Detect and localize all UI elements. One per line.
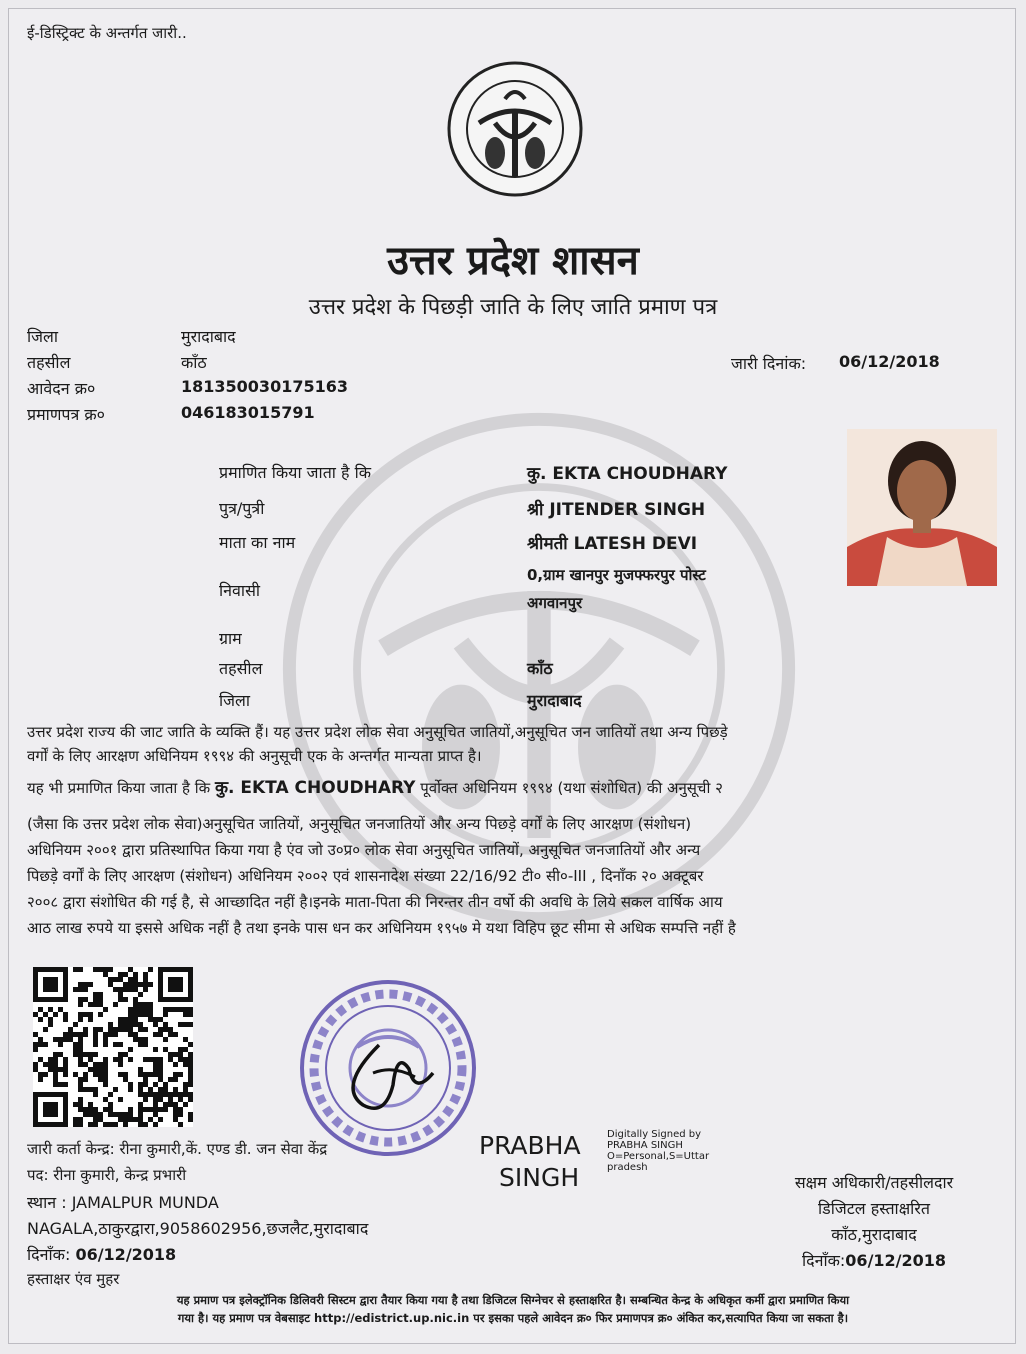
- certificate-number: 046183015791: [181, 403, 315, 422]
- son-daughter-label: पुत्र/पुत्री: [219, 499, 265, 518]
- tehsil-value: कॉंठ: [181, 353, 207, 372]
- page-subtitle: उत्तर प्रदेश के पिछड़ी जाति के लिए जाति प्रमाण पत्र: [308, 295, 718, 320]
- authority-date-label: दिनॉंक:: [801, 1251, 846, 1270]
- authority-line2: डिजिटल हस्ताक्षरित: [818, 1199, 930, 1218]
- issuer-date: [27, 1243, 176, 1265]
- page-title: उत्तर प्रदेश शासन: [387, 238, 639, 284]
- issuer-centre: जारी कर्ता केन्द्र: रीना कुमारी,कें. एण्ड डी. जन सेवा केंद्र: [27, 1140, 328, 1158]
- issuer-place-line1: स्थान : JAMALPUR MUNDA: [27, 1193, 219, 1212]
- tehsil-label: तहसील: [27, 353, 71, 372]
- address-line2: अगवानपुर: [527, 594, 583, 612]
- applicant-photo: [847, 429, 997, 586]
- father-name: श्री JITENDER SINGH: [527, 500, 706, 520]
- footer-line2: गया है। यह प्रमाण पत्र वेबसाइट http://edistrict.up.nic.in पर इसका पहले आवेदन क्र० फिर प्रमाणपत्र क्र० अंकित कर,सत्यापित किया जा सकता है।: [177, 1311, 849, 1325]
- issue-date-label: जारी दिनांक:: [731, 354, 807, 373]
- address-line1: 0,ग्राम खानपुर मुजफ्फरपुर पोस्ट: [527, 566, 706, 584]
- certificate-page: [8, 8, 1016, 1344]
- application-number: 181350030175163: [181, 377, 348, 396]
- village-label: ग्राम: [219, 629, 242, 648]
- signature-detail-line3: O=Personal,S=Uttar: [607, 1151, 710, 1162]
- paragraph2-line5: २००८ द्वारा संशोधित की गई है, से आच्छादित नहीं है।इनके माता-पिता की निरन्तर तीन वर्षो की अवधि के लिये सकल वार्षिक आय: [27, 893, 723, 911]
- paragraph2-prefix: यह भी प्रमाणित किया जाता है कि: [27, 779, 211, 797]
- signature-detail-line1: Digitally Signed by: [607, 1129, 702, 1140]
- mother-name: श्रीमती LATESH DEVI: [527, 534, 698, 554]
- paragraph2-line4: पिछड़े वर्गों के लिए आरक्षण (संशोधन) अधिनियम २००२ एवं शासनादेश संख्या 22/16/92 टी० सी०-III , दिनॉंक २० अक्टूबर: [27, 867, 704, 885]
- paragraph2-line6: आठ लाख रुपये या इससे अधिक नहीं है तथा इनके पास धन कर अधिनियम १९५७ मे यथा विहिप छूट सीमा से अधिक सम्पत्ति नहीं है: [27, 919, 736, 937]
- paragraph2-line1-rest: पूर्वोक्त अधिनियम १९९४ (यथा संशोधित) की अनुसूची २: [420, 779, 723, 797]
- paragraph1-line1: उत्तर प्रदेश राज्य की जाट जाति के व्यक्ति हैं। यह उत्तर प्रदेश लोक सेवा अनुसूचित जातियों,अनुसूचित जन जातियों तथा अन्य पिछड़े: [27, 723, 728, 741]
- paragraph2-name: कु. EKTA CHOUDHARY: [214, 778, 416, 798]
- mother-label: माता का नाम: [219, 533, 296, 552]
- district-label: जिला: [27, 327, 59, 346]
- issuer-date-label: दिनॉंक:: [27, 1245, 71, 1264]
- authority-line1: सक्षम अधिकारी/तहसीलदार: [794, 1173, 954, 1192]
- detail-tehsil-label: तहसील: [219, 659, 263, 678]
- signer-name-line2: SINGH: [499, 1163, 580, 1192]
- certify-label: प्रमाणित किया जाता है कि: [219, 463, 372, 482]
- signer-name-line1: PRABHA: [479, 1131, 581, 1160]
- detail-district-label: जिला: [219, 691, 251, 710]
- paragraph1-line2: वर्गों के लिए आरक्षण अधिनियम १९९४ की अनुसूची एक के अन्तर्गत मान्यता प्राप्त है।: [27, 747, 482, 765]
- issuer-place-line2: NAGALA,ठाकुरद्वारा,9058602956,छजलैट,मुरादाबाद: [27, 1219, 369, 1238]
- district-value: मुरादाबाद: [181, 327, 236, 346]
- detail-tehsil-value: कॉंठ: [527, 659, 553, 678]
- authority-date-value: 06/12/2018: [845, 1251, 947, 1270]
- signature-detail-line4: pradesh: [607, 1162, 648, 1173]
- resident-label: निवासी: [219, 581, 261, 600]
- paragraph2-line2: (जैसा कि उत्तर प्रदेश लोक सेवा)अनुसूचित जातियों, अनुसूचित जनजातियों और अन्य पिछड़े वर्गों के लिए आरक्षण (संशोधन): [27, 815, 692, 833]
- emblem-icon: [445, 59, 585, 199]
- qr-code-icon: [33, 967, 193, 1127]
- paragraph2-line3: अधिनियम २००१ द्वारा प्रतिस्थापित किया गया है एंव जो उ०प्र० लोक सेवा अनुसूचित जातियों, अनुसूचित जनजातियों और अन्य: [27, 841, 701, 859]
- issuer-date-value: 06/12/2018: [75, 1245, 177, 1264]
- signature-detail-line2: PRABHA SINGH: [607, 1140, 683, 1151]
- certificate-label: प्रमाणपत्र क्र०: [27, 405, 105, 424]
- issuer-sign-label: हस्ताक्षर एंव मुहर: [27, 1270, 120, 1288]
- authority-date: [749, 1249, 999, 1271]
- applicant-name: कु. EKTA CHOUDHARY: [527, 464, 728, 484]
- issue-date-value: 06/12/2018: [839, 352, 940, 371]
- official-seal-icon: [297, 977, 479, 1159]
- authority-line3: कॉंठ,मुरादाबाद: [831, 1225, 917, 1244]
- footer-line1: यह प्रमाण पत्र इलेक्ट्रॉनिक डिलिवरी सिस्टम द्वारा तैयार किया गया है तथा डिजिटल सिग्नेचर से हस्ताक्षरित है। सम्बन्धित केन्द्र के अधिकृत कर्मी द्वारा प्रमाणित किया: [176, 1293, 850, 1307]
- detail-district-value: मुरादाबाद: [527, 691, 582, 710]
- application-label: आवेदन क्र०: [27, 379, 96, 398]
- header-note: ई-डिस्ट्रिक्ट के अन्तर्गत जारी..: [27, 24, 187, 42]
- issuer-post: पद: रीना कुमारी, केन्द्र प्रभारी: [27, 1166, 187, 1184]
- paragraph2-line1: [27, 777, 1011, 800]
